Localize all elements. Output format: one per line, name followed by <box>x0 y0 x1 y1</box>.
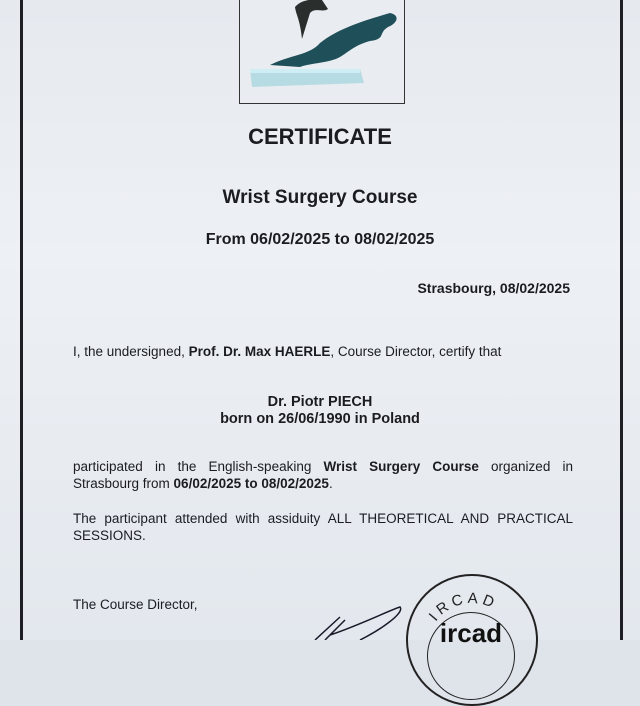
course-title: Wrist Surgery Course <box>222 187 418 208</box>
right-border <box>620 0 623 640</box>
certificate-title: CERTIFICATE <box>248 124 392 149</box>
participant-birth: born on 26/06/1990 in Poland <box>220 411 420 427</box>
intro-text: I, the undersigned, <box>73 344 189 359</box>
para-dates: 06/02/2025 to 08/02/2025 <box>173 476 329 491</box>
stamp-logo-text: ircad <box>439 618 503 648</box>
stamp-ring-text: IRCAD <box>425 589 501 625</box>
signature-label: The Course Director, <box>73 597 198 612</box>
course-dates: From 06/02/2025 to 08/02/2025 <box>205 231 435 248</box>
sculpture-photo <box>239 0 405 104</box>
ircad-stamp <box>406 574 538 706</box>
para-text: participated in the English-speaking <box>73 459 324 474</box>
participant-name: Dr. Piotr PIECH <box>267 394 373 410</box>
para-course: Wrist Surgery Course <box>323 459 479 474</box>
left-border <box>20 0 23 640</box>
signature <box>300 605 410 640</box>
intro-line <box>73 343 593 360</box>
para-text: organized in Strasbourg from <box>73 459 573 491</box>
director-name: Prof. Dr. Max HAERLE <box>188 344 331 359</box>
participation-paragraph <box>73 458 573 492</box>
intro-text-end: , Course Director, certify that <box>330 344 502 359</box>
attendance-paragraph: The participant attended with assiduity ALL THEORETICAL AND PRACTICAL SESSIONS. <box>73 511 573 543</box>
para-text: . <box>328 476 333 491</box>
place-date: Strasbourg, 08/02/2025 <box>417 280 570 296</box>
